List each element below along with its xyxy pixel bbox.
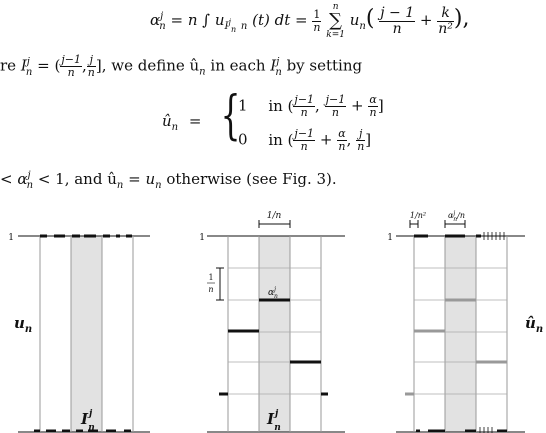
eq1-frac-a: $\frac{j - 1}{n}$	[380, 4, 415, 37]
eq1-one-over-n: $\frac{1}{n}$	[313, 7, 321, 34]
un-sub: n	[240, 21, 248, 32]
line4-tail: otherwise (see Fig. 3).	[166, 170, 337, 188]
panel1-shade	[71, 236, 102, 432]
line2-I: I	[20, 56, 27, 75]
line2-tail: in each	[210, 56, 266, 75]
alpha-sup: j	[160, 11, 164, 22]
panel2-interval-label: $I^j$ n	[267, 409, 281, 433]
panel2-alpha-label: $\alpha^j$ n	[268, 286, 278, 300]
text-line-4: < $\alpha^j_n < 1$, and $û_n = u_n$ otherwise (see Fig. 3).	[0, 170, 337, 191]
eq1-plus: +	[419, 11, 433, 29]
line4-rest: < 1, and û	[37, 170, 117, 188]
alpha-symbol: α	[150, 11, 161, 29]
panel3-small-label: 1/n²	[409, 211, 427, 220]
panel2-height-num: 1	[208, 273, 214, 282]
panel-1	[18, 236, 150, 432]
panel1-top-tick: 1	[8, 233, 14, 243]
panel3-top-tick: 1	[387, 233, 393, 243]
line2-frac-a: $\frac{j-1}{n}$	[61, 53, 81, 79]
panel3-shade	[445, 236, 476, 432]
panel-3	[396, 220, 525, 433]
panel3-side-label: $û_n$	[525, 314, 544, 335]
line2-end: by setting	[286, 56, 363, 75]
panel2-width-label: 1/n	[266, 211, 282, 221]
eq1-u-sub: n	[359, 21, 366, 32]
line2-tail-I: I	[270, 56, 277, 75]
cases-lhs: $û_n$ =	[162, 112, 202, 133]
text-line-2: re $I^j_n$ = ( $\frac{j-1}{n}$ , $\frac{j}{n}$ ], we define $û_n$ in each $I^j_n$ by setting	[0, 53, 363, 79]
case-2: 0 in ( $\frac{j-1}{n}$ + $\frac{\alpha}{n}$ , $\frac{j}{n}$ ]	[238, 127, 372, 153]
line2-prefix: re	[0, 56, 17, 75]
eq1-frac-b: $\frac{k}{\text{n²}}$	[438, 4, 453, 37]
cases-brace: {	[220, 86, 241, 146]
case-1: 1 in ( $\frac{j-1}{n}$ , $\frac{j-1}{n}$ + $\frac{\alpha}{n}$ ]	[238, 93, 384, 119]
eq1-int-sub: Ijn	[224, 17, 237, 34]
line4-end: = u	[128, 170, 156, 188]
panel2-height-den: n	[208, 285, 214, 294]
alpha-sub: n	[159, 21, 166, 32]
equation-alpha: $\alpha^j_n = n$ ∫ $u_{I^j_n}$ $_n$ (t) dt = $\frac{1}{n}$ n ∑ k=1 $u_n$( $\frac{j - 1}{n}$ + $\frac{k}{\text{n²}}$ ),	[150, 2, 470, 40]
panel2-top-tick: 1	[199, 233, 205, 243]
eq1-mid: = n ∫ u	[170, 11, 225, 29]
eq1-integrand: (t) dt =	[252, 11, 308, 29]
line2-eq: = (	[37, 56, 61, 75]
eq1-end: ),	[453, 6, 470, 31]
panel1-interval-label: $I^j$ n	[81, 409, 95, 433]
panel3-alpha-label: $\alpha^j$ n/n	[448, 210, 466, 223]
line2-rest: ], we define û	[95, 56, 200, 75]
line4-a: < α	[0, 170, 28, 188]
line2-frac-b: $\frac{j}{n}$	[87, 53, 95, 79]
figure-3	[0, 198, 546, 433]
panel2-shade	[259, 236, 290, 432]
panel1-side-label: $u_n$	[14, 314, 33, 335]
panel-2	[207, 220, 345, 432]
eq1-u: u	[349, 11, 360, 29]
eq1-sum: n ∑ k=1	[326, 2, 345, 40]
